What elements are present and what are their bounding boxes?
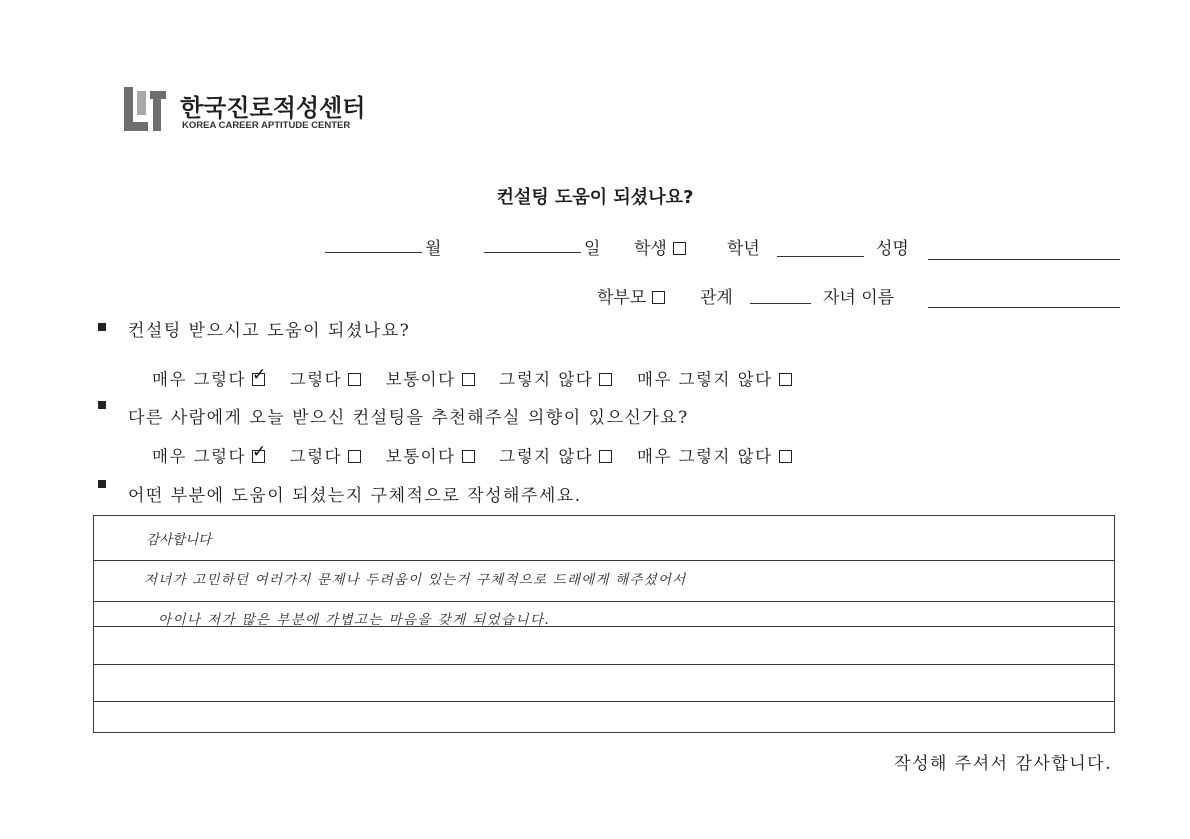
logo-subtitle: KOREA CAREER APTITUDE CENTER bbox=[182, 120, 351, 131]
q1-option-very-agree[interactable]: 매우 그렇다 ✓ bbox=[152, 365, 268, 389]
q2-checkbox-very-disagree[interactable] bbox=[779, 450, 792, 463]
answer-line bbox=[94, 664, 1114, 665]
question-2-bullet bbox=[98, 401, 106, 409]
q1-option-very-disagree[interactable]: 매우 그렇지 않다 bbox=[637, 366, 792, 390]
q1-checkbox-very-disagree[interactable] bbox=[779, 373, 792, 386]
child-name-field[interactable] bbox=[928, 307, 1120, 308]
thank-you-text: 작성해 주셔서 감사합니다. bbox=[894, 754, 1112, 774]
student-checkbox[interactable] bbox=[673, 242, 686, 255]
logo-icon bbox=[124, 87, 166, 131]
month-label: 월 bbox=[425, 239, 442, 259]
answer-line bbox=[94, 560, 1114, 561]
question-1-text: 컨설팅 받으시고 도움이 되셨나요? bbox=[128, 321, 411, 341]
q1-option-disagree[interactable]: 그렇지 않다 bbox=[499, 366, 612, 390]
grade-field[interactable] bbox=[777, 256, 864, 257]
child-name-label: 자녀 이름 bbox=[823, 288, 895, 308]
student-label: 학생 bbox=[634, 234, 686, 259]
month-field[interactable] bbox=[325, 252, 422, 253]
question-3-text: 어떤 부분에 도움이 되셨는지 구체적으로 작성해주세요. bbox=[128, 486, 582, 506]
q2-option-disagree[interactable]: 그렇지 않다 bbox=[499, 443, 612, 467]
q2-checkbox-agree[interactable] bbox=[348, 450, 361, 463]
name-field[interactable] bbox=[928, 259, 1120, 260]
q2-option-very-agree[interactable]: 매우 그렇다 ✓ bbox=[152, 442, 268, 466]
q2-option-very-disagree[interactable]: 매우 그렇지 않다 bbox=[637, 443, 792, 467]
handwritten-line-1: 감사합니다 bbox=[146, 532, 212, 548]
relation-field[interactable] bbox=[750, 303, 811, 304]
q1-checkbox-neutral[interactable] bbox=[462, 373, 475, 386]
q1-option-agree[interactable]: 그렇다 bbox=[290, 366, 361, 390]
relation-label: 관계 bbox=[700, 288, 733, 308]
q1-checkbox-disagree[interactable] bbox=[599, 373, 612, 386]
check-icon: ✓ bbox=[251, 442, 268, 462]
day-field[interactable] bbox=[484, 252, 581, 253]
question-1-options bbox=[152, 366, 792, 390]
question-2-options bbox=[152, 443, 792, 467]
grade-label: 학년 bbox=[727, 239, 760, 259]
logo-name: 한국진로적성센터 bbox=[180, 94, 366, 122]
q1-option-neutral[interactable]: 보통이다 bbox=[386, 366, 475, 390]
handwritten-line-3: 아이나 저가 많은 부분에 가볍고는 마음을 갖게 되었습니다. bbox=[158, 612, 551, 628]
question-3-bullet bbox=[98, 480, 106, 488]
q2-checkbox-disagree[interactable] bbox=[599, 450, 612, 463]
q1-checkbox-very-agree[interactable] bbox=[251, 365, 268, 386]
q2-checkbox-very-agree[interactable] bbox=[251, 442, 268, 463]
question-2-text: 다른 사람에게 오늘 받으신 컨설팅을 추천해주실 의향이 있으신가요? bbox=[128, 408, 689, 428]
answer-line bbox=[94, 601, 1114, 602]
question-1-bullet bbox=[98, 323, 106, 331]
handwritten-line-2: 저녀가 고민하던 여러가지 문제나 두려움이 있는거 구체적으로 드래에게 해주셨어서 bbox=[144, 572, 687, 588]
name-label: 성명 bbox=[876, 239, 909, 259]
parent-label: 학부모 bbox=[597, 283, 665, 308]
check-icon: ✓ bbox=[251, 365, 268, 385]
q2-checkbox-neutral[interactable] bbox=[462, 450, 475, 463]
form-title: 컨설팅 도움이 되셨나요? bbox=[496, 187, 694, 208]
answer-line bbox=[94, 701, 1114, 702]
parent-checkbox[interactable] bbox=[652, 291, 665, 304]
q2-option-agree[interactable]: 그렇다 bbox=[290, 443, 361, 467]
q1-checkbox-agree[interactable] bbox=[348, 373, 361, 386]
answer-box[interactable] bbox=[93, 515, 1115, 733]
day-label: 일 bbox=[584, 239, 601, 259]
q2-option-neutral[interactable]: 보통이다 bbox=[386, 443, 475, 467]
